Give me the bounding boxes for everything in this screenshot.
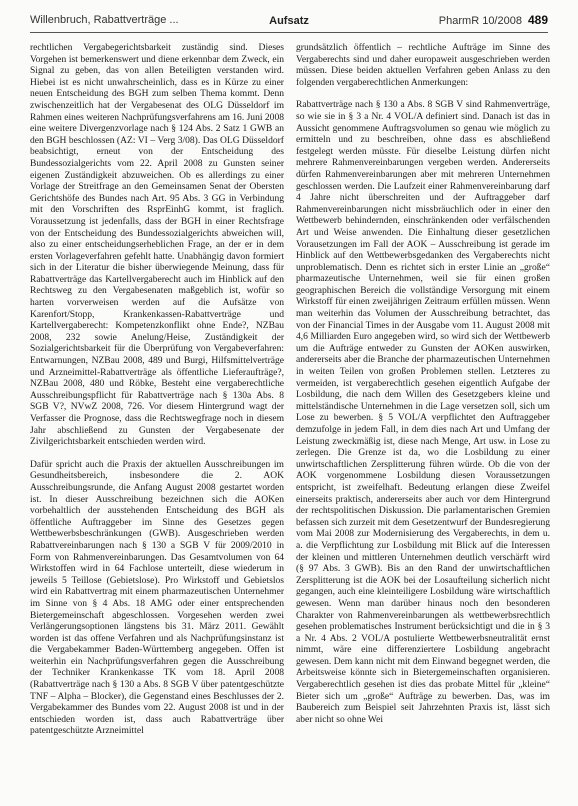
- running-header: [30, 12, 548, 30]
- header-section-label: Aufsatz: [269, 15, 309, 27]
- header-journal: PharmR 10/2008: [438, 15, 522, 27]
- paragraph: Dafür spricht auch die Praxis der aktuellen Ausschreibungen im Gesundheitsbereich, insbesondere die 2. AOK Ausschreibungsrunde, die Anfang August 2008 gestartet worden ist. In dieser Ausschreibung bezeichnen sich die AOKen vorbehaltlich der ausstehenden Entscheidung des BGH als öffentliche Auftraggeber im Sinne des Gesetzes gegen Wettbewerbsbeschränkungen (GWB). Ausgeschrieben werden Rabattvereinbarungen nach § 130 a SGB V für 2009/2010 in Form von Rahmenvereinbarungen. Das Gesamtvolumen von 64 Wirkstoffen wird in 64 Fachlose unterteilt, diese wiederum in jeweils 5 Teillose (Gebietslose). Pro Wirkstoff und Gebietslos wird ein Rabattvertrag mit einem pharmazeutischen Unternehmer im Sinne von § 4 Abs. 18 AMG oder einer entsprechenden Bietergemeinschaft abgeschlossen. Vorgesehen werden zwei Verlängerungsoptionen längstens bis 31. März 2011. Gewählt worden ist das offene Verfahren und als Nachprüfungsinstanz ist die Vergabekammer Baden-Württemberg angegeben. Offen ist weiterhin ein Nachprüfungsverfahren gegen die Ausschreibung der Techniker Krankenkasse TK vom 18. April 2008 (Rabattverträge nach § 130 a Abs. 8 SGB V über patentgeschützte TNF – Alpha – Blocker), die Gegenstand eines Beschlusses der 2. Vergabekammer des Bundes vom 22. August 2008 ist und in der entschieden worden ist, dass auch Rabattverträge über patentgeschützte Arzneimittel: [30, 458, 284, 737]
- right-column: [296, 42, 550, 796]
- header-author-title: Willenbruch, Rabattverträge ...: [30, 14, 179, 26]
- header-page-number: 489: [527, 13, 548, 27]
- left-column: [30, 42, 284, 796]
- paragraph: rechtlichen Vergabegerichtsbarkeit zuständig sind. Dieses Vorgehen ist bemerkenswert und diene erkennbar dem Zweck, ein Signal zu geben, das von allen Beteiligten verstanden wird. Hiebei ist es nicht unwahrscheinlich, dass es in Kürze zu einer neuen Entscheidung des BGH zum selben Thema kommt. Denn zwischenzeitlich hat der Vergabesenat des OLG Düsseldorf im Rahmen eines weiteren Nachprüfungsverfahrens am 16. Juni 2008 eine weitere Divergenzvorlage nach § 124 Abs. 2 Satz 1 GWB an den BGH beschlossen (AZ: VI – Verg 3/08). Das OLG Düsseldorf beabsichtigt, erneut von der Entscheidung des Bundessozialgerichts vom 22. April 2008 zu Gunsten seiner eigenen Zuständigkeit abzuweichen. Ob es allerdings zu einer Vorlage der Streitfrage an den Gemeinsamen Senat der Obersten Gerichtshöfe des Bundes nach Art. 95 Abs. 3 GG in Verbindung mit den Vorschriften des RsprEinhG kommt, ist fraglich. Voraussetzung ist jedenfalls, dass der BGH in einer Rechtsfrage von der Entscheidung des Bundessozialgerichts abweichen will, also zu einer entscheidungserheblichen Frage, an der er in dem ersten Vorlageverfahren gefehlt hatte. Unabhängig davon formiert sich in der Literatur die bisher überwiegende Meinung, dass für Rabattverträge das Kartellvergaberecht auch im Hinblick auf den Rechtsweg zu den Vergabesenaten maßgeblich ist, wofür so harten vorverweisen werden auf die Aufsätze von Karenfort/Stopp, Krankenkassen-Rabattverträge und Kartellvergaberecht: Kompetenzkonflikt ohne Ende?, NZBau 2008, 232 sowie Anelung/Heise, Zuständigkeit der Sozialgerichtsbarkeit für die Überprüfung von Vergabeverfahren: Entwarnungen, NZBau 2008, 489 und Burgi, Hilfsmittelverträge und Arzneimittel-Rabattverträge als öffentliche Lieferaufträge?, NZBau 2008, 480 und Röbke, Besteht eine vergaberechtliche Ausschreibungspflicht für Rabattverträge nach § 130a Abs. 8 SGB V?, NVwZ 2008, 726. Vor diesem Hintergrund wagt der Verfasser die Prognose, dass die Rechtswegfrage noch in diesem Jahr abschließend zu Gunsten der Vergabesenate der Zivilgerichtsbarkeit entschieden werden wird.: [30, 42, 284, 448]
- paragraph: Rabattverträge nach § 130 a Abs. 8 SGB V sind Rahmenverträge, so wie sie in § 3 a Nr. 4 VOL/A definiert sind. Danach ist das in Aussicht genommene Auftragsvolumen so genau wie möglich zu ermitteln und zu beschreiben, ohne dass es abschließend festgelegt werden müsste. Für dieselbe Leistung dürfen nicht mehrere Rahmenvereinbarungen vergeben werden. Andererseits dürfen Rahmenvereinbarungen aber mit mehreren Unternehmen geschlossen werden. Die Laufzeit einer Rahmenvereinbarung darf 4 Jahre nicht überschreiten und der Auftraggeber darf Rahmenvereinbarungen nicht missbräuchlich oder in einer den Wettbewerb behindernden, einschränkenden oder verfälschenden Art und Weise anwenden. Die Einhaltung dieser gesetzlichen Vorausetzungen im Fall der AOK – Ausschreibung ist gerade im Hinblick auf den Wettbewerbsgedanken des Vergaberechts nicht unproblematisch. Denn es richtet sich in erster Linie an „große“ pharmazeutische Unternehmen, weil sie für einen großen geographischen Bereich die vollständige Versorgung mit einem Wirkstoff für einen zweijährigen Zeitraum erfüllen müssen. Wenn man weiterhin das Volumen der Ausschreibung betrachtet, das von der Financial Times in der Ausgabe vom 11. August 2008 mit 4,6 Milliarden Euro angegeben wird, so wird sich der Wettbewerb um die Aufträge entweder zu Gunsten der AOKen auswirken, andererseits aber die Branche der pharmazeutischen Unternehmen in weiten Teilen von großen Problemen stellen. Letzteres zu vermeiden, ist vergaberechtlich gesehen eigentlich Aufgabe der Losbildung, die nach dem Willen des Gesetzgebers kleine und mittelständische Unternehmen in die Lage versetzen soll, sich um Lose zu bewerben. § 5 VOL/A verpflichtet den Auftraggeber demzufolge in jedem Fall, in dem dies nach Art und Umfang der Leistung zweckmäßig ist, diese nach Menge, Art usw. in Lose zu zerlegen. Die Grenze ist da, wo die Losbildung zu einer unwirtschaftlichen Zersplitterung führen würde. Ob die von der AOK vorgenommene Losbildung diesen Voraussetzungen entspricht, ist zweifelhaft. Bedeutung erlangen diese Zweifel einerseits praktisch, andererseits aber auch vor dem Hintergrund der rechtspolitischen Diskussion. Die parlamentarischen Gremien befassen sich zurzeit mit dem Gesetzentwurf der Bundesregierung vom Mai 2008 zur Modernisierung des Vergaberechts, in dem u. a. die Verpflichtung zur Losbildung mit Blick auf die Interessen der kleinen und mittleren Unternehmen deutlich verschärft wird (§ 97 Abs. 3 GWB). Bis an den Rand der unwirtschaftlichen Zersplitterung ist die AOK bei der Losaufteilung sicherlich nicht gegangen, auch eine kleinteiligere Losbildung wäre wirtschaftlich gewesen. Wenn man darüber hinaus noch den besonderen Charakter von Rahmenvereinbarungen als wettbewerbsrechtlich gesehen problematisches Instrument berücksichtigt und die in § 3 a Nr. 4 Abs. 2 VOL/A postulierte Wettbewerbsneutralität ernst nimmt, wäre eine differenziertere Losbildung angebracht gewesen. Dem kann nicht mit dem Einwand begegnet werden, die Arbeitsweise könnte sich in Bietergemeinschaften organisieren. Vergaberechtlich gesehen ist dies das probate Mittel für „kleine“ Bieter sich um „große“ Aufträge zu bewerben. Das, was im Baubereich zum Beispiel seit Jahrzehnten Praxis ist, lässt sich aber nicht so ohne Wei: [296, 99, 550, 725]
- header-rule: [30, 32, 548, 33]
- paragraph: grundsätzlich öffentlich – rechtliche Aufträge im Sinne des Vergaberechts sind und daher europaweit ausgeschrieben werden müssen. Diese beiden aktuellen Verfahren geben Anlass zu den folgenden vergaberechtlichen Anmerkungen:: [296, 42, 550, 88]
- header-journal-info: [439, 13, 548, 27]
